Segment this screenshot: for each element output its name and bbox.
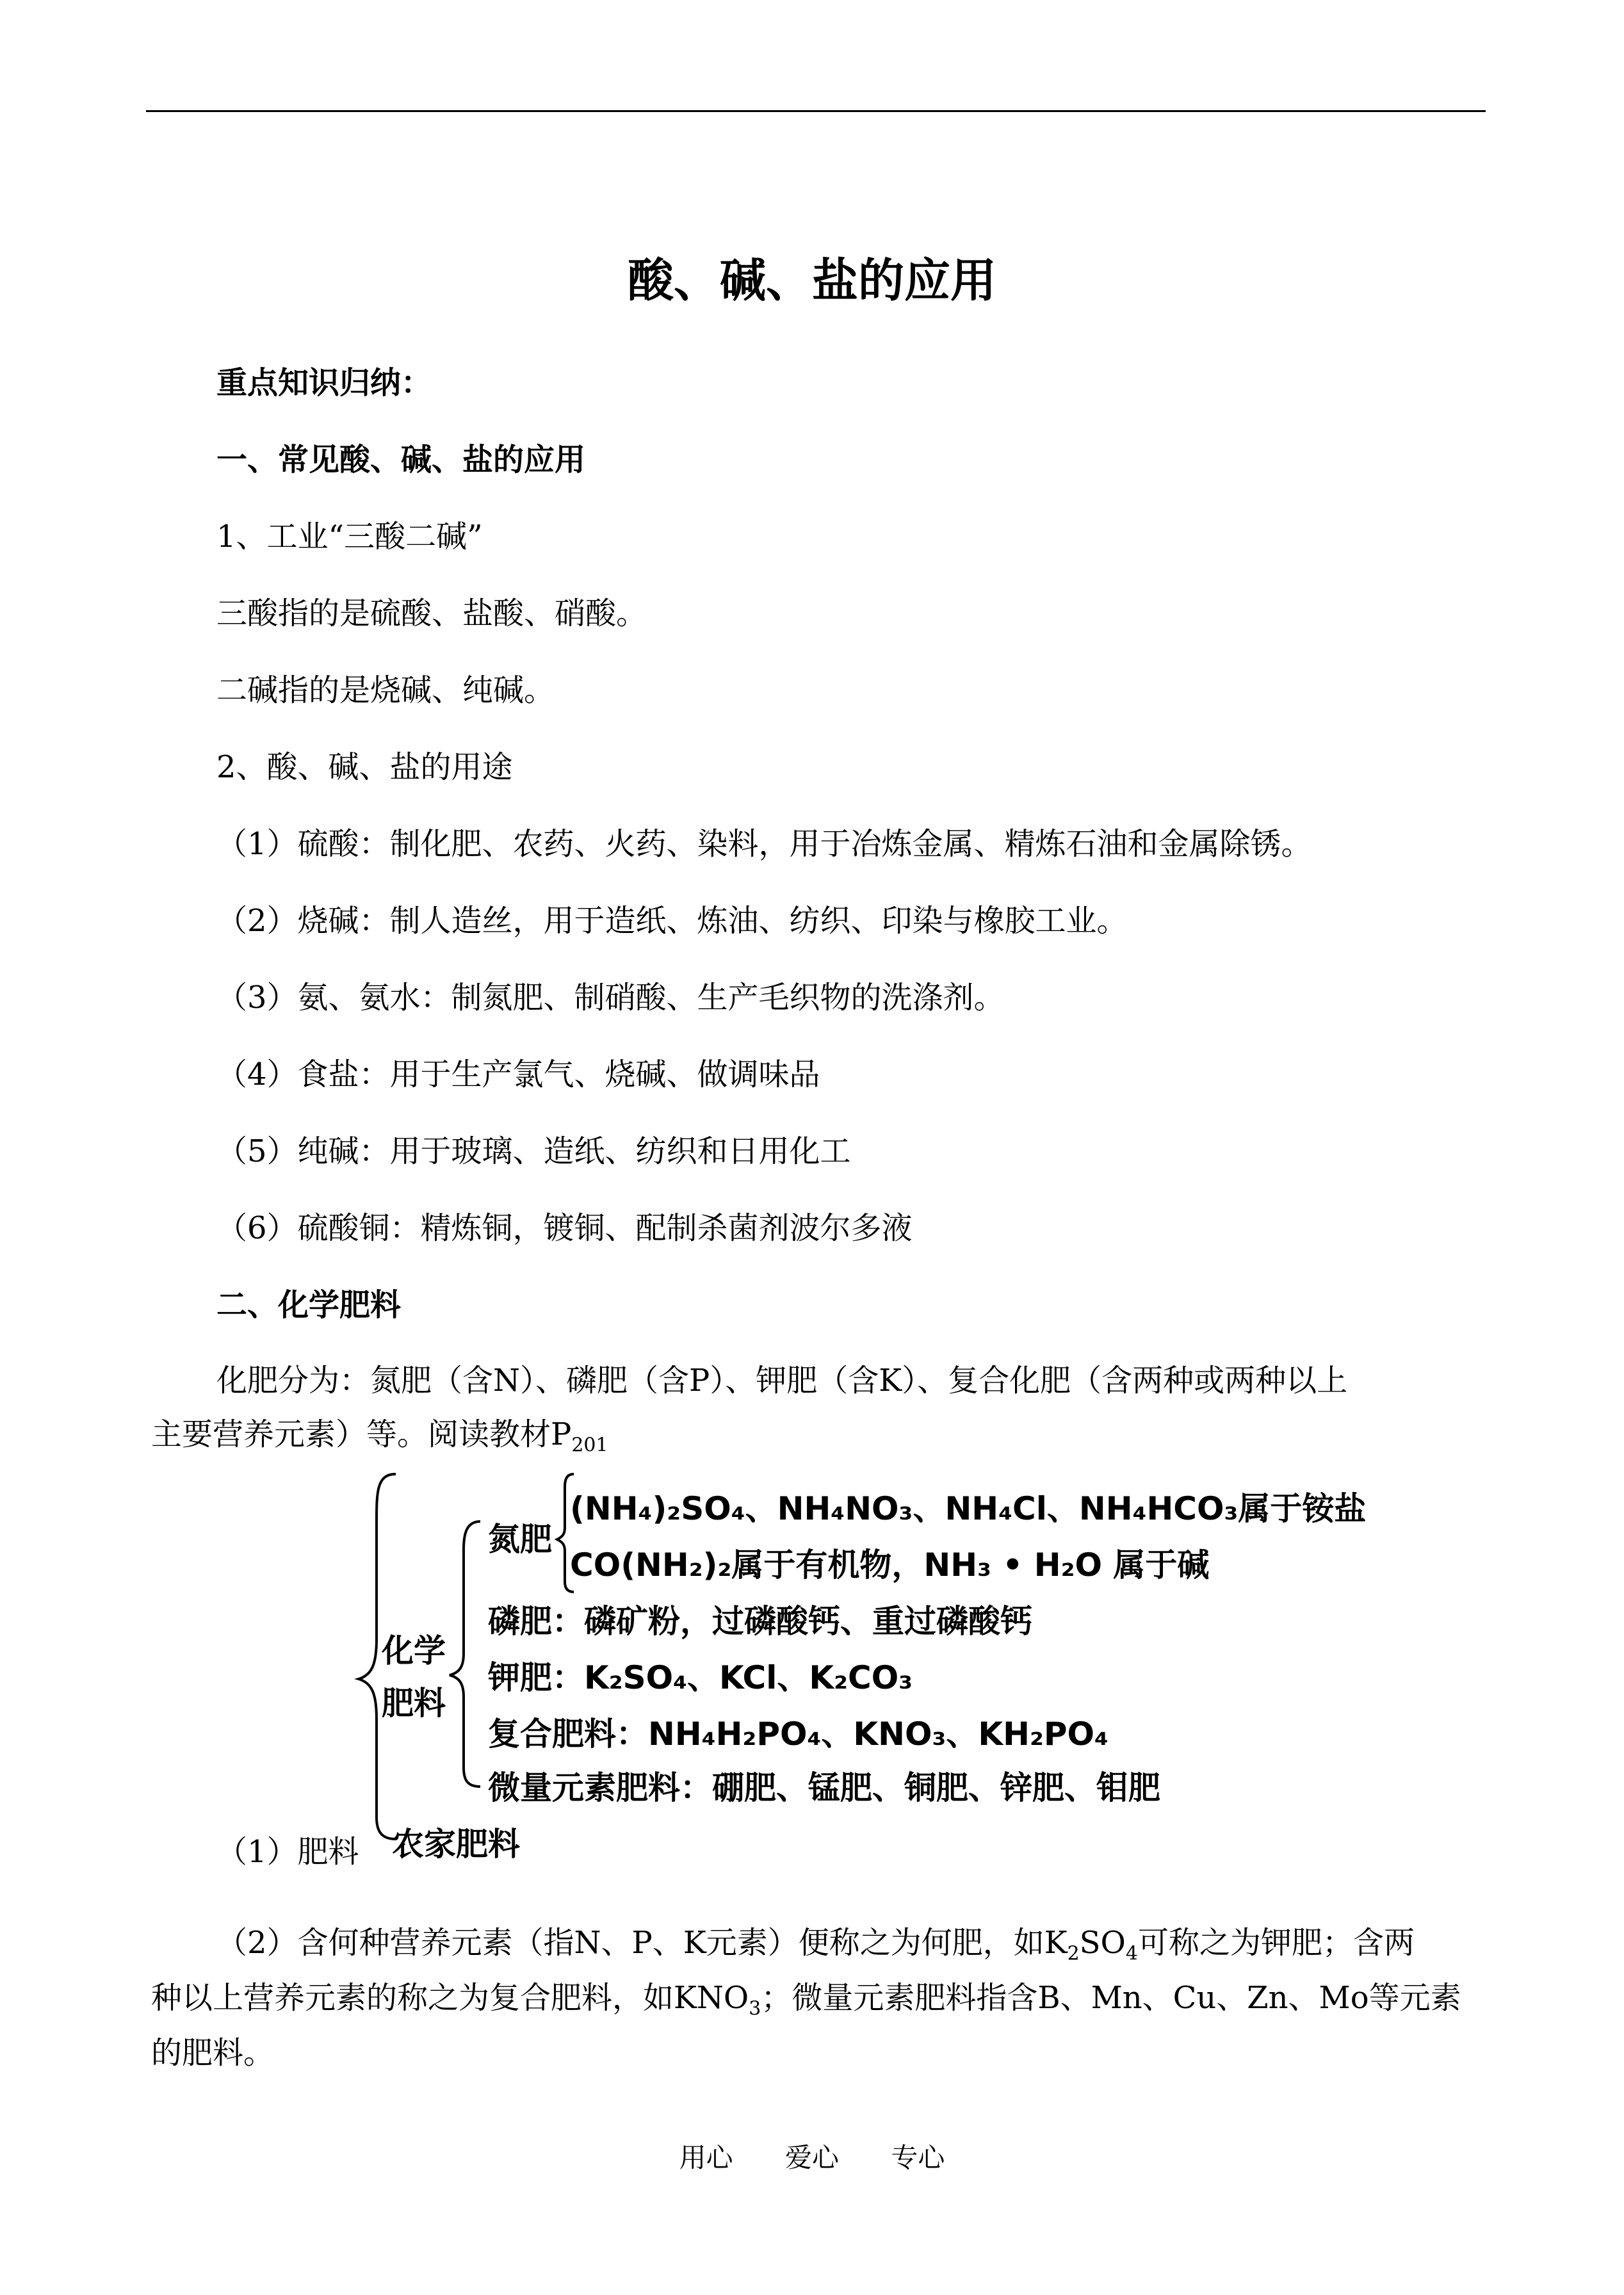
page-footer bbox=[0, 2139, 1624, 2177]
use-item: （2）烧碱：制人造丝，用于造纸、炼油、纺织、印染与橡胶工业。 bbox=[216, 903, 1128, 939]
use-item: （1）硫酸：制化肥、农药、火药、染料，用于冶炼金属、精炼石油和金属除锈。 bbox=[216, 826, 1312, 862]
fertilizer-intro-line-1: 化肥分为：氮肥（含N）、磷肥（含P）、钾肥（含K）、复合化肥（含两种或两种以上 bbox=[216, 1363, 1348, 1399]
footer-text: 专心 bbox=[891, 2142, 945, 2173]
diagram-root-label-line-2: 肥料 bbox=[382, 1685, 446, 1722]
page-title: 酸、碱、盐的应用 bbox=[627, 254, 996, 307]
diagram-root-label-line-1: 化学 bbox=[382, 1632, 446, 1669]
use-item: （3）氨、氨水：制氮肥、制硝酸、生产毛织物的洗涤剂。 bbox=[216, 980, 1005, 1016]
three-acids-text: 三酸指的是硫酸、盐酸、硝酸。 bbox=[216, 596, 647, 631]
footer-text: 爱心 bbox=[784, 2142, 839, 2173]
paragraph-2-line-2: 种以上营养元素的称之为复合肥料，如$KNO_3$；微量元素肥料指含B、Mn、Cu、Zn、Mo等元素 bbox=[151, 1980, 1461, 2020]
potassium-fertilizer: 钾肥：K₂SO₄、KCl、K₂CO₃ bbox=[488, 1659, 913, 1696]
item-1-title: 1、工业“三酸二碱” bbox=[216, 519, 483, 555]
phosphorus-fertilizer: 磷肥：磷矿粉，过磷酸钙、重过磷酸钙 bbox=[488, 1603, 1032, 1640]
footer-text: 用心 bbox=[679, 2142, 733, 2173]
farmyard-manure: 农家肥料 bbox=[392, 1826, 520, 1863]
use-item: （6）硫酸铜：精炼铜，镀铜、配制杀菌剂波尔多液 bbox=[216, 1210, 913, 1246]
two-bases-text: 二碱指的是烧碱、纯碱。 bbox=[216, 672, 555, 708]
paragraph-2-line-1: （2）含何种营养元素（指N、P、K元素）便称之为何肥，如$K_2SO_4$可称之为钾肥；含两 bbox=[216, 1925, 1415, 1965]
section-2-title: 二、化学肥料 bbox=[216, 1287, 402, 1323]
section-1-title: 一、常见酸、碱、盐的应用 bbox=[216, 442, 586, 478]
nitrogen-organic-and-base: CO(NH₂)₂属于有机物，NH₃ • H₂O 属于碱 bbox=[570, 1546, 1210, 1584]
compound-fertilizer: 复合肥料：NH₄H₂PO₄、KNO₃、KH₂PO₄ bbox=[488, 1715, 1108, 1753]
paragraph-2-line-3: 的肥料。 bbox=[151, 2035, 275, 2071]
chemical-brace bbox=[450, 1521, 480, 1787]
fertilizer-intro-line-2: 主要营养元素）等。阅读教材$P_{201}$ bbox=[151, 1416, 608, 1457]
use-item: （5）纯碱：用于玻璃、造纸、纺织和日用化工 bbox=[216, 1133, 851, 1169]
nitrogen-ammonium-salts: (NH₄)₂SO₄、NH₄NO₃、NH₄Cl、NH₄HCO₃属于铵盐 bbox=[570, 1490, 1367, 1527]
key-points-heading: 重点知识归纳： bbox=[216, 365, 432, 401]
fertilizer-label: （1）肥料 bbox=[216, 1834, 359, 1870]
use-item: （4）食盐：用于生产氯气、烧碱、做调味品 bbox=[216, 1057, 820, 1092]
nitrogen-fertilizer-label: 氮肥 bbox=[488, 1521, 552, 1558]
item-2-title: 2、酸、碱、盐的用途 bbox=[216, 749, 513, 785]
trace-element-fertilizer: 微量元素肥料：硼肥、锰肥、铜肥、锌肥、钼肥 bbox=[488, 1769, 1160, 1806]
